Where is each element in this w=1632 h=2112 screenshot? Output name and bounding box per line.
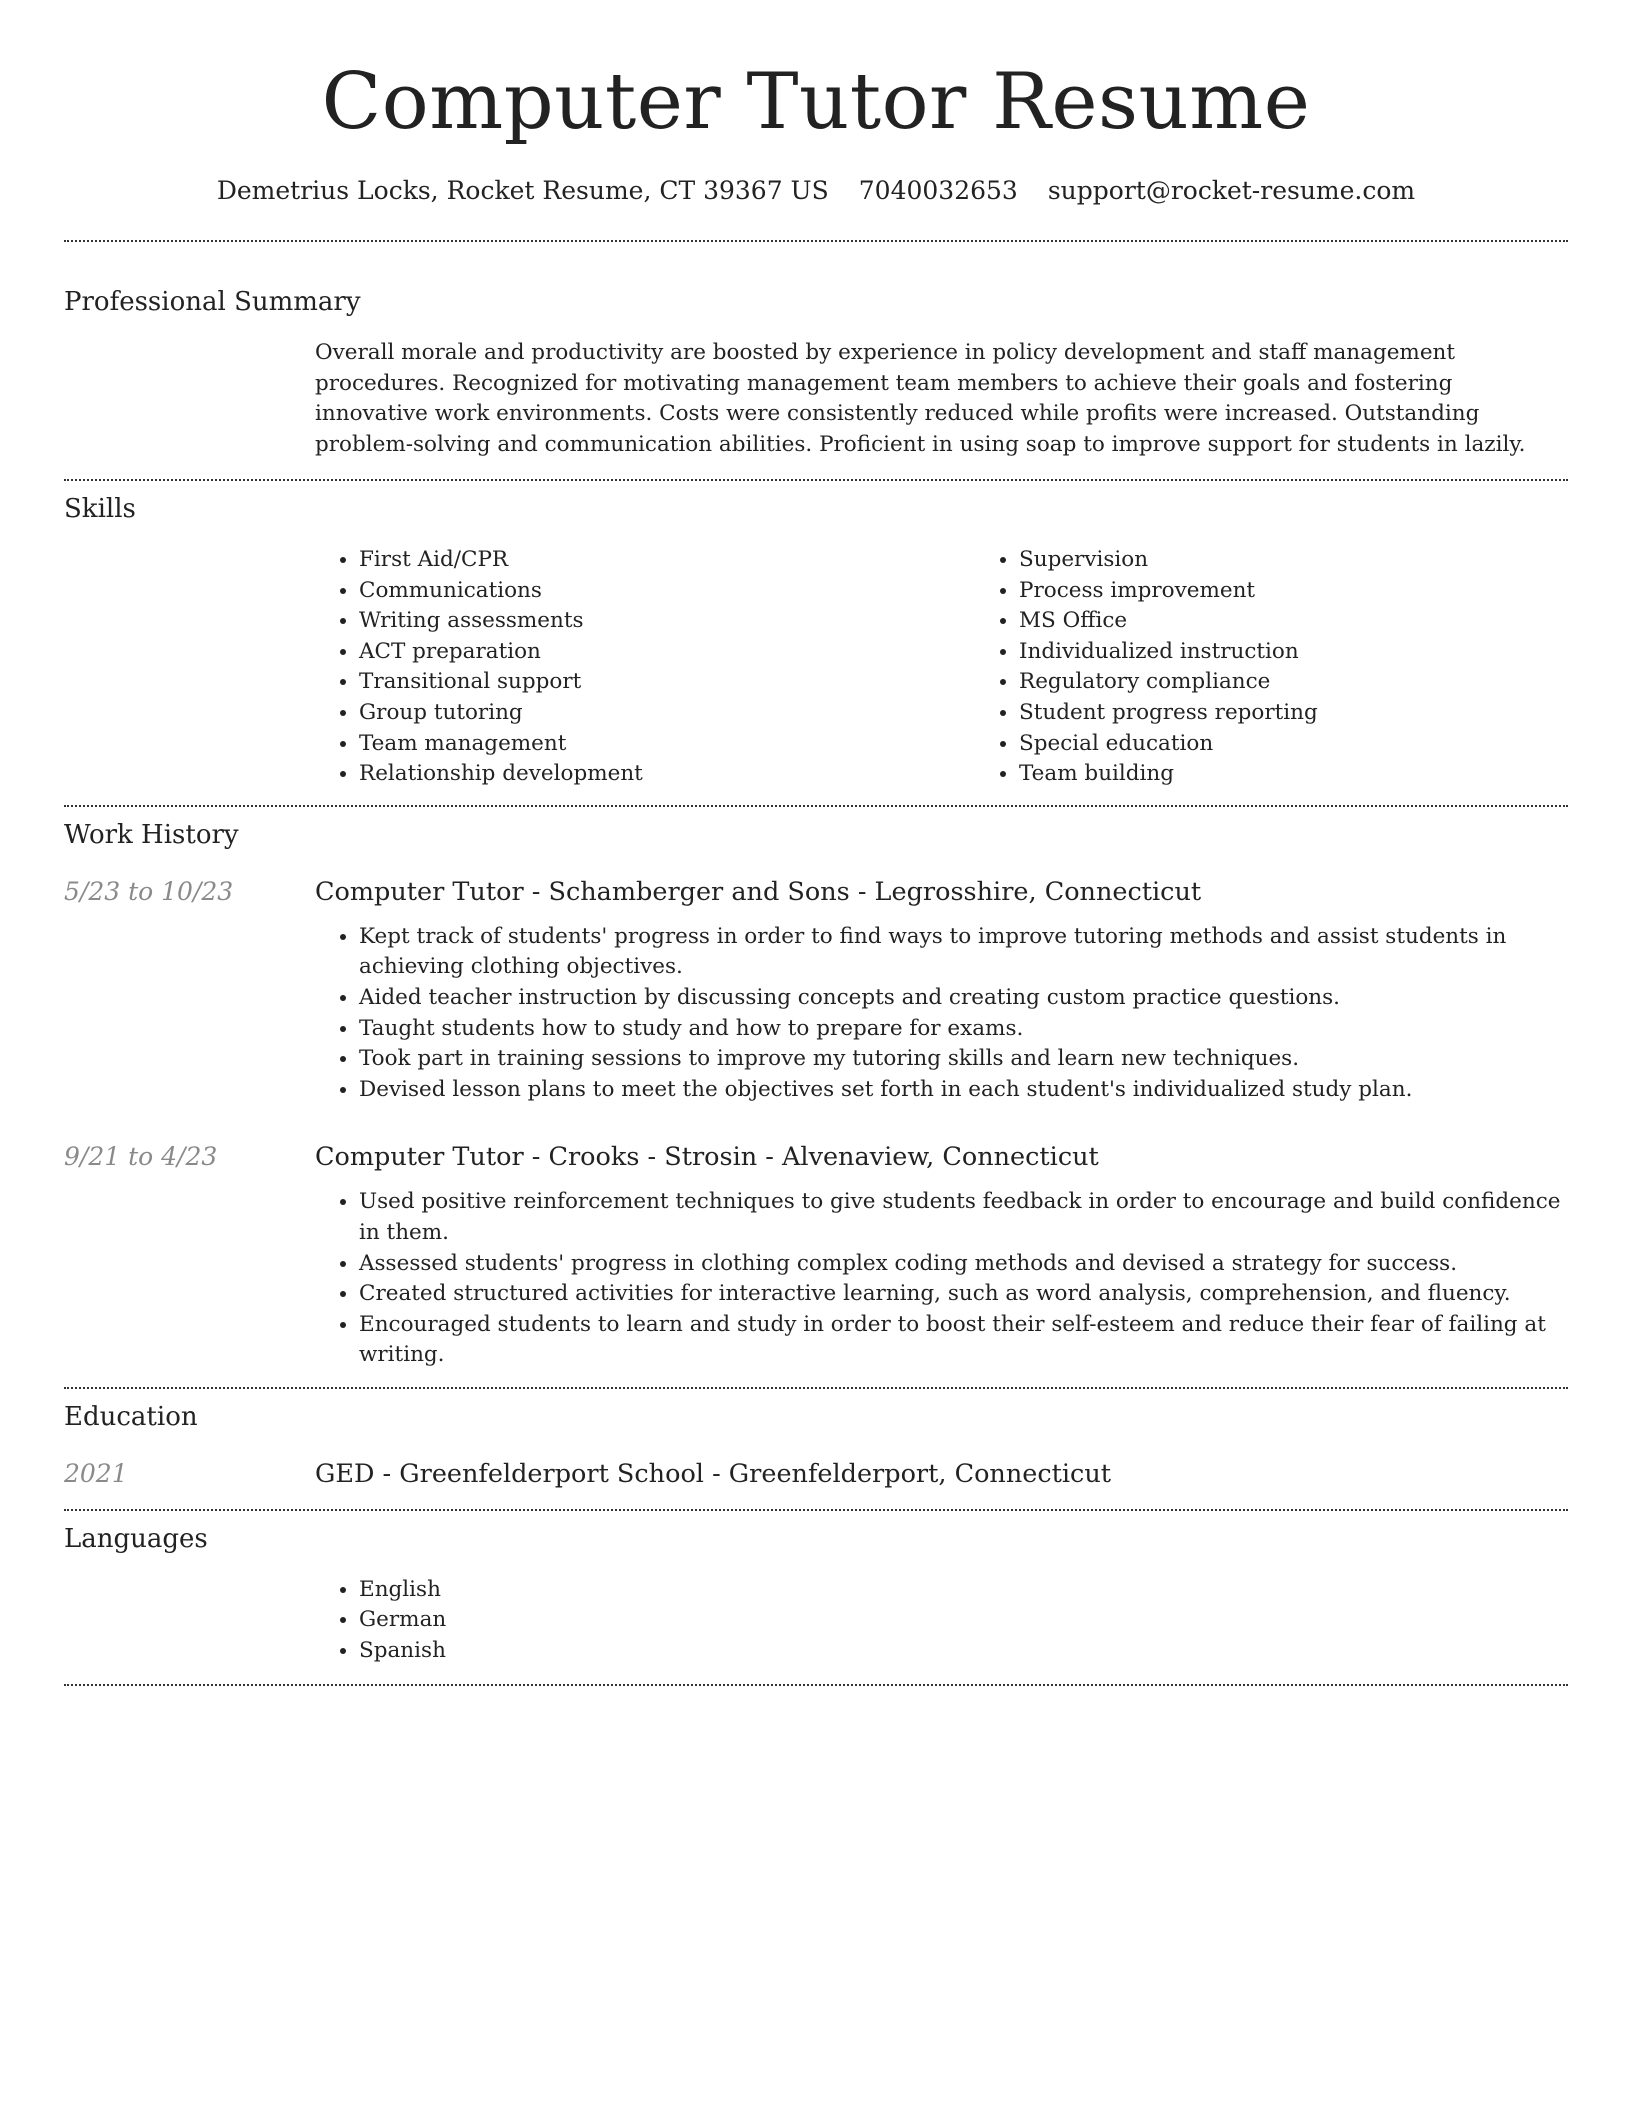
language-item: • Spanish: [359, 1636, 1568, 1667]
skill-item: • Transitional support: [359, 667, 975, 698]
contact-address: Demetrius Locks, Rocket Resume, CT 39367 US: [216, 176, 829, 205]
language-item: • German: [359, 1605, 1568, 1636]
job-bullet: • Kept track of students' progress in order to find ways to improve tutoring methods and assist students in achieving clothing objectives.: [359, 922, 1568, 983]
job-bullet: • Aided teacher instruction by discussing concepts and creating custom practice questions.: [359, 983, 1568, 1014]
education-section: [64, 1400, 1568, 1491]
job-date: 5/23 to 10/23: [64, 876, 234, 906]
divider: [64, 1509, 1568, 1511]
summary-section: [64, 285, 1568, 460]
job-bullet: • Created structured activities for interactive learning, such as word analysis, comprehension, and fluency.: [359, 1279, 1568, 1310]
job-entry: [64, 1140, 1568, 1371]
contact-email: support@rocket-resume.com: [1047, 176, 1416, 205]
skills-section: [64, 492, 1568, 790]
section-heading-languages: Languages: [64, 1523, 208, 1554]
divider: [64, 240, 1568, 242]
skill-item: • Supervision: [1019, 545, 1632, 576]
skill-item: • Individualized instruction: [1019, 637, 1632, 668]
skill-item: • First Aid/CPR: [359, 545, 975, 576]
skill-item: • Special education: [1019, 729, 1632, 760]
divider: [64, 1684, 1568, 1686]
page-title: Computer Tutor Resume: [321, 57, 1311, 147]
job-entry: [64, 875, 1568, 1106]
summary-text: Overall morale and productivity are boosted by experience in policy development and staff management procedures. Recognized for motivating management team members to achieve their goals and fostering innovative work environments. Costs were consistently reduced while profits were increased. Outstanding problem-solving and communication abilities. Proficient in using soap to improve support for students in lazily.: [315, 340, 1526, 457]
skill-item: • Regulatory compliance: [1019, 667, 1632, 698]
job-bullets: [315, 922, 1568, 1106]
contact-phone: 7040032653: [858, 176, 1018, 205]
skill-item: • Writing assessments: [359, 606, 975, 637]
languages-section: [64, 1522, 1568, 1667]
job-bullet: • Encouraged students to learn and study in order to boost their self-esteem and reduce their fear of failing at writing.: [359, 1310, 1568, 1371]
job-bullets: [315, 1187, 1568, 1371]
job-bullet: • Devised lesson plans to meet the objectives set forth in each student's individualized study plan.: [359, 1075, 1568, 1106]
skill-item: • Communications: [359, 576, 975, 607]
job-date: 9/21 to 4/23: [64, 1142, 218, 1172]
skill-item: • Process improvement: [1019, 576, 1632, 607]
job-title: Computer Tutor - Schamberger and Sons - Legrosshire, Connecticut: [315, 876, 1202, 907]
job-bullet: • Assessed students' progress in clothing complex coding methods and devised a strategy for success.: [359, 1249, 1568, 1280]
job-bullet: • Taught students how to study and how to prepare for exams.: [359, 1014, 1568, 1045]
education-title: GED - Greenfelderport School - Greenfelderport, Connecticut: [315, 1458, 1112, 1489]
skill-item: • ACT preparation: [359, 637, 975, 668]
contact-line: [64, 174, 1568, 208]
skill-item: • MS Office: [1019, 606, 1632, 637]
divider: [64, 479, 1568, 481]
divider: [64, 1387, 1568, 1389]
job-bullet: • Used positive reinforcement techniques to give students feedback in order to encourage and build confidence in them.: [359, 1187, 1568, 1248]
skill-item: • Team management: [359, 729, 975, 760]
language-item: • English: [359, 1575, 1568, 1606]
education-date: 2021: [64, 1458, 128, 1488]
divider: [64, 805, 1568, 807]
section-heading-work: Work History: [64, 819, 239, 850]
languages-list: [315, 1575, 1568, 1667]
job-bullet: • Took part in training sessions to improve my tutoring skills and learn new techniques.: [359, 1044, 1568, 1075]
section-heading-summary: Professional Summary: [64, 287, 361, 317]
section-heading-skills: Skills: [64, 494, 136, 524]
skill-item: • Relationship development: [359, 759, 975, 790]
work-section: [64, 818, 1568, 1371]
skills-list-right: [975, 545, 1632, 790]
skill-item: • Student progress reporting: [1019, 698, 1632, 729]
skill-item: • Team building: [1019, 759, 1632, 790]
skills-list-left: [315, 545, 975, 790]
section-heading-education: Education: [64, 1401, 198, 1432]
job-title: Computer Tutor - Crooks - Strosin - Alvenaview, Connecticut: [315, 1142, 1099, 1173]
skill-item: • Group tutoring: [359, 698, 975, 729]
